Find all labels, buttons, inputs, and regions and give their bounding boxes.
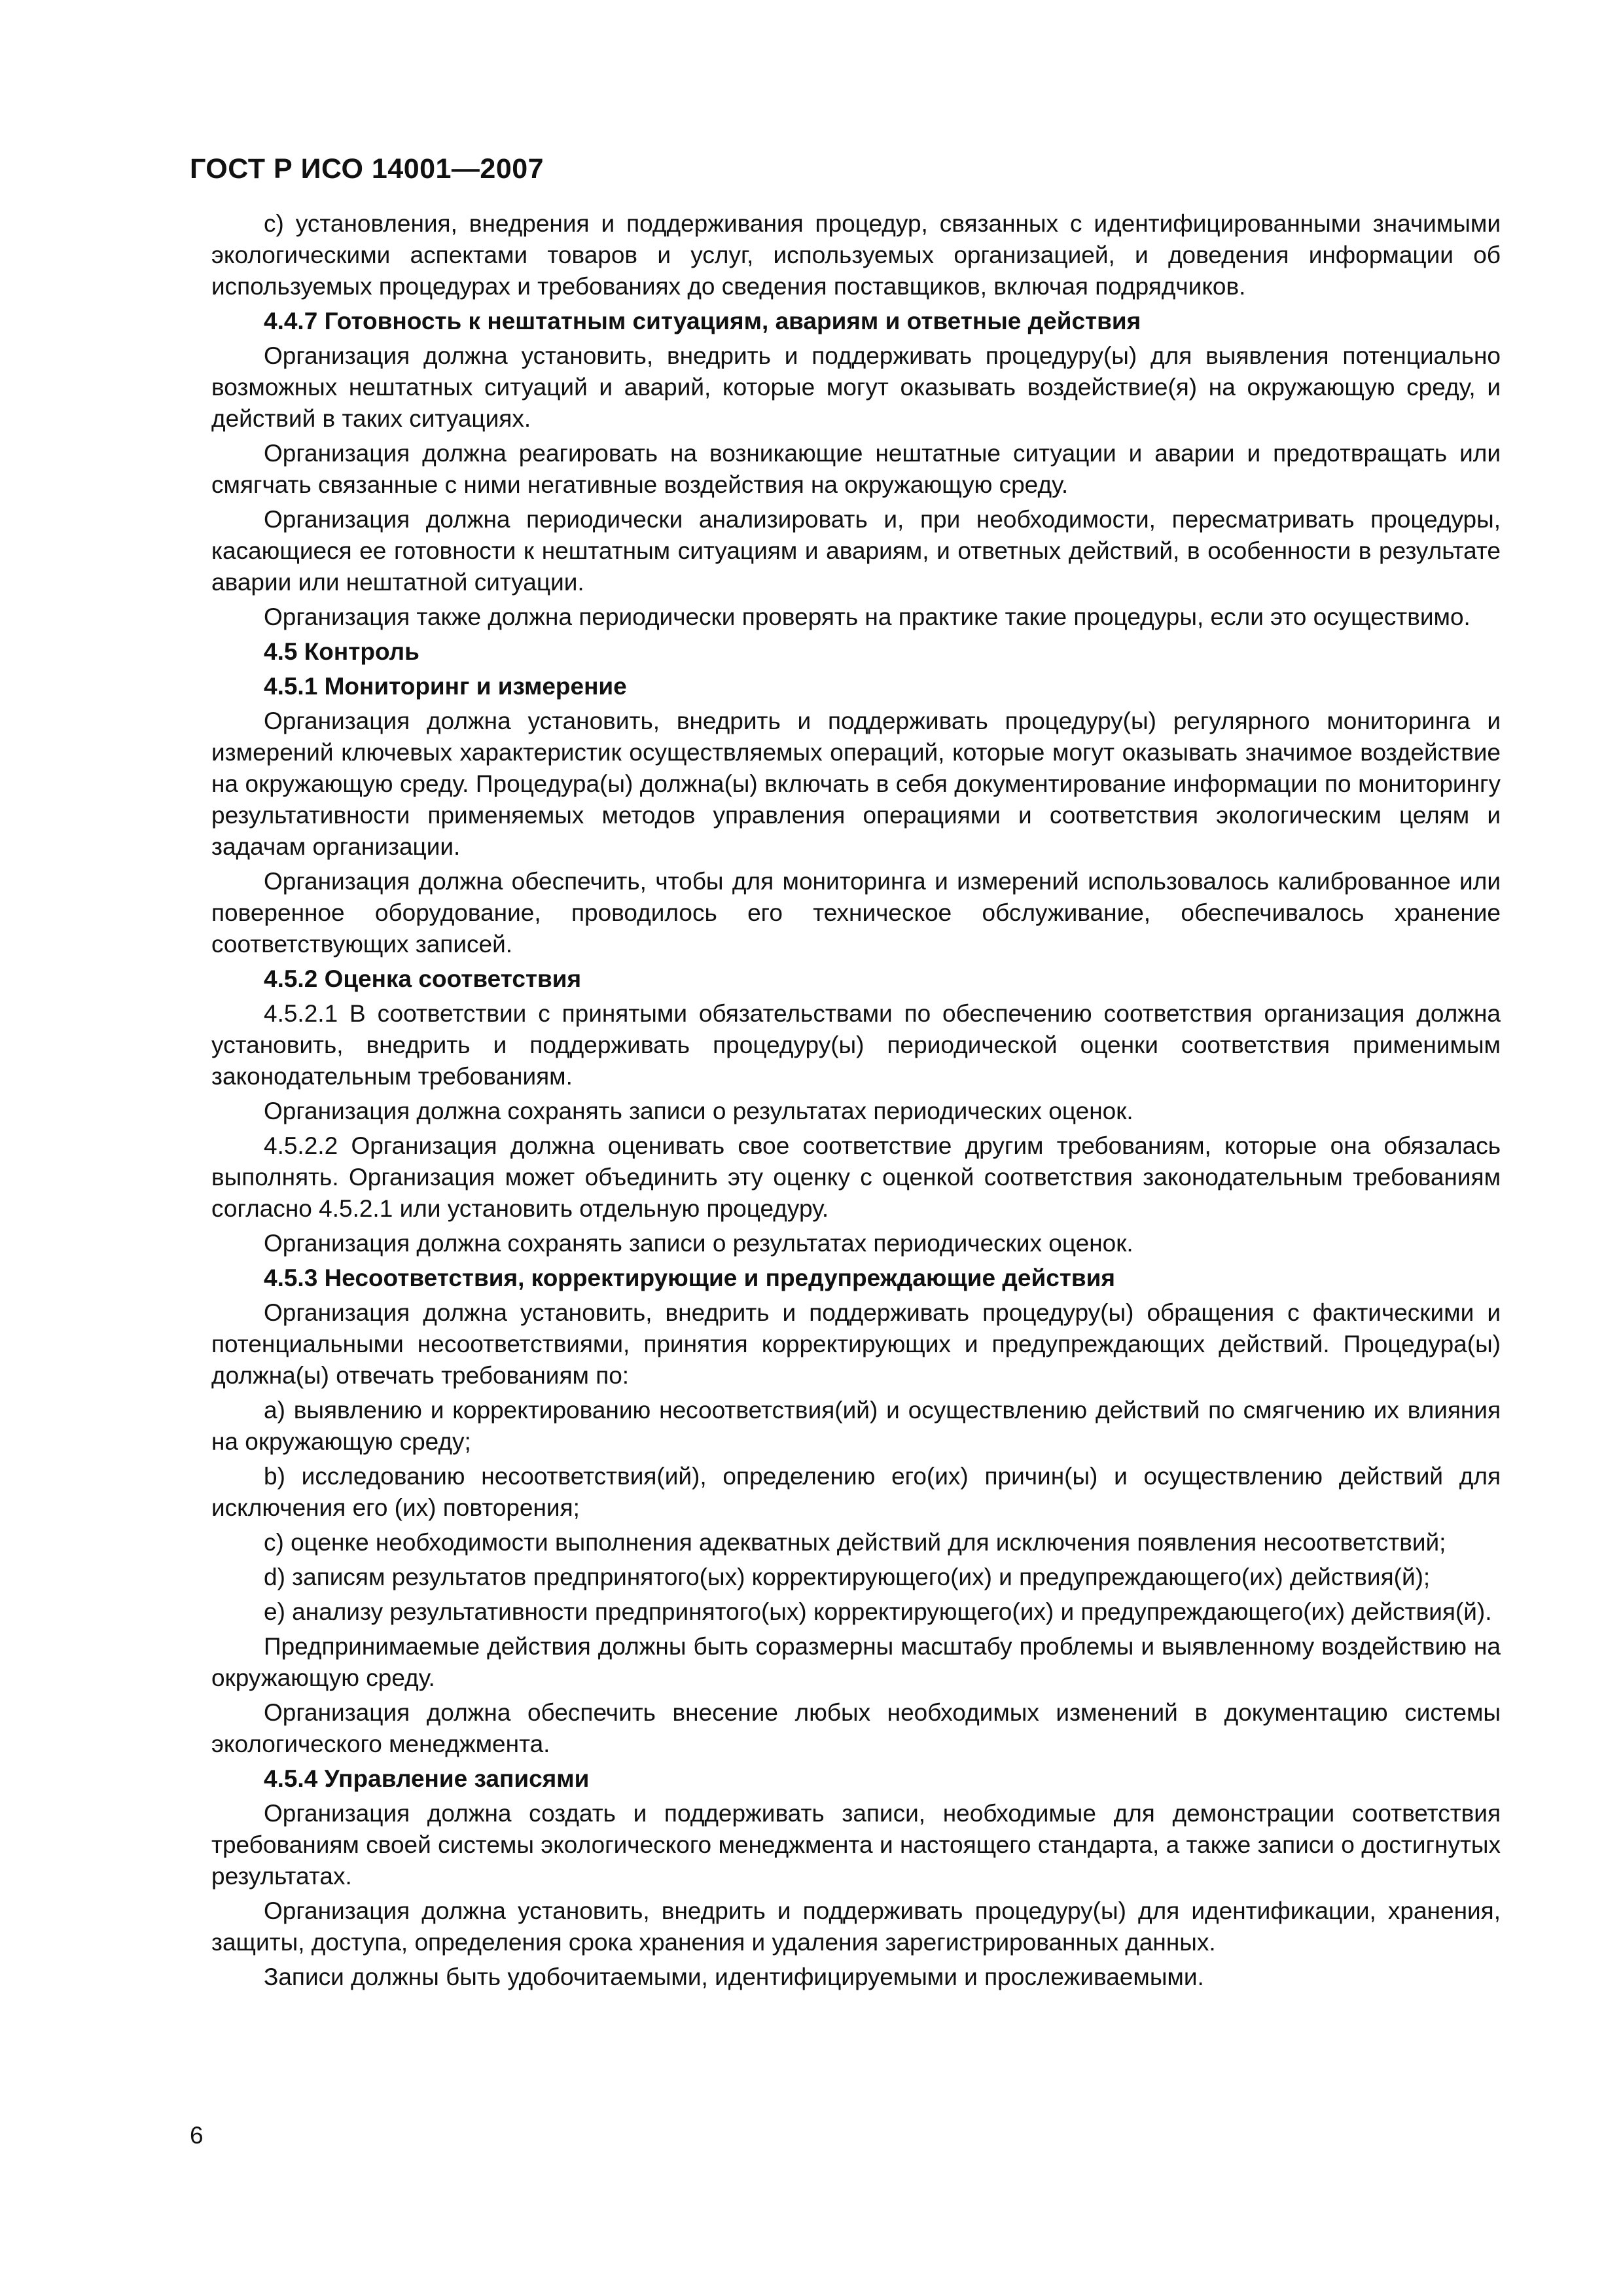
paragraph: Организация должна обеспечить, чтобы для мониторинга и измерений использовалось калиброванное или поверенное оборудование, проводилось его техническое обслуживание, обеспечивалось хранение соответствующих записей. bbox=[211, 868, 1501, 958]
paragraph: Организация также должна периодически проверять на практике такие процедуры, если это осуществимо. bbox=[264, 603, 1471, 630]
section-heading-4-4-7: 4.4.7 Готовность к нештатным ситуациям, авариям и ответные действия bbox=[264, 308, 1141, 334]
section-heading-4-5-3: 4.5.3 Несоответствия, корректирующие и предупреждающие действия bbox=[264, 1265, 1115, 1291]
paragraph: Организация должна сохранять записи о результатах периодических оценок. bbox=[264, 1098, 1133, 1124]
paragraph: Организация должна установить, внедрить и поддерживать процедуру(ы) для идентификации, хранения, защиты, доступа, определения срока хранения и удаления зарегистрированных данных. bbox=[211, 1897, 1501, 1956]
section-heading-4-5-2: 4.5.2 Оценка соответствия bbox=[264, 965, 582, 992]
paragraph: Предпринимаемые действия должны быть соразмерны масштабу проблемы и выявленному воздействию на окружающую среду. bbox=[211, 1633, 1501, 1691]
document-body bbox=[211, 208, 1501, 1996]
paragraph: Организация должна установить, внедрить и поддерживать процедуру(ы) обращения с фактическими и потенциальными несоответствиями, принятия корректирующих и предупреждающих действий. Процедура(ы) должна(ы) отвечать требованиям по: bbox=[211, 1299, 1501, 1389]
paragraph: Организация должна установить, внедрить и поддерживать процедуру(ы) регулярного мониторинга и измерений ключевых характеристик осуществляемых операций, которые могут оказывать значимое воздействие на окружающую среду. Процедура(ы) должна(ы) включать в себя документирование информации по мониторингу результативности применяемых методов управления операциями и соответствия экологическим целям и задачам организации. bbox=[211, 708, 1501, 860]
paragraph: Организация должна сохранять записи о результатах периодических оценок. bbox=[264, 1230, 1133, 1257]
list-item-c-suppliers: c) установления, внедрения и поддерживания процедур, связанных с идентифицированными значимыми экологическими аспектами товаров и услуг, используемых организацией, и доведения информации об используемых процедурах и требованиях до сведения поставщиков, включая подрядчиков. bbox=[211, 210, 1501, 300]
section-heading-4-5: 4.5 Контроль bbox=[264, 638, 419, 665]
paragraph: Организация должна периодически анализировать и, при необходимости, пересматривать процедуры, касающиеся ее готовности к нештатным ситуациям и авариям, и ответных действий, в особенности в результате аварии или нештатной ситуации. bbox=[211, 506, 1501, 596]
page-number: 6 bbox=[190, 2122, 204, 2149]
paragraph: Организация должна обеспечить внесение любых необходимых изменений в документацию системы экологического менеджмента. bbox=[211, 1699, 1501, 1757]
section-heading-4-5-1: 4.5.1 Мониторинг и измерение bbox=[264, 673, 627, 700]
paragraph: 4.5.2.2 Организация должна оценивать свое соответствие другим требованиям, которые она обязалась выполнять. Организация может объединить эту оценку с оценкой соответствия законодательным требованиям согласно 4.5.2.1 или установить отдельную процедуру. bbox=[211, 1132, 1501, 1222]
list-item-d: d) записям результатов предпринятого(ых) корректирующего(их) и предупреждающего(их) действия(й); bbox=[264, 1564, 1431, 1590]
list-item-a: a) выявлению и корректированию несоответствия(ий) и осуществлению действий по смягчению их влияния на окружающую среду; bbox=[211, 1397, 1501, 1455]
paragraph: Организация должна установить, внедрить и поддерживать процедуру(ы) для выявления потенциально возможных нештатных ситуаций и аварий, которые могут оказывать воздействие(я) на окружающую среду, и действий в таких ситуациях. bbox=[211, 342, 1501, 432]
section-heading-4-5-4: 4.5.4 Управление записями bbox=[264, 1765, 590, 1792]
paragraph: 4.5.2.1 В соответствии с принятыми обязательствами по обеспечению соответствия организация должна установить, внедрить и поддерживать процедуру(ы) периодической оценки соответствия применимым законодательным требованиям. bbox=[211, 1000, 1501, 1090]
paragraph: Организация должна реагировать на возникающие нештатные ситуации и аварии и предотвращать или смягчать связанные с ними негативные воздействия на окружающую среду. bbox=[211, 440, 1501, 498]
list-item-c: c) оценке необходимости выполнения адекватных действий для исключения появления несоответствий; bbox=[264, 1529, 1446, 1556]
paragraph: Организация должна создать и поддерживать записи, необходимые для демонстрации соответствия требованиям своей системы экологического менеджмента и настоящего стандарта, а также записи о достигнутых результатах. bbox=[211, 1800, 1501, 1890]
document-header: ГОСТ Р ИСО 14001—2007 bbox=[190, 153, 544, 185]
paragraph: Записи должны быть удобочитаемыми, идентифицируемыми и прослеживаемыми. bbox=[264, 1964, 1204, 1990]
list-item-b: b) исследованию несоответствия(ий), определению его(их) причин(ы) и осуществлению действий для исключения его (их) повторения; bbox=[211, 1463, 1501, 1521]
list-item-e: e) анализу результативности предпринятого(ых) корректирующего(их) и предупреждающего(их) действия(й). bbox=[264, 1598, 1492, 1625]
